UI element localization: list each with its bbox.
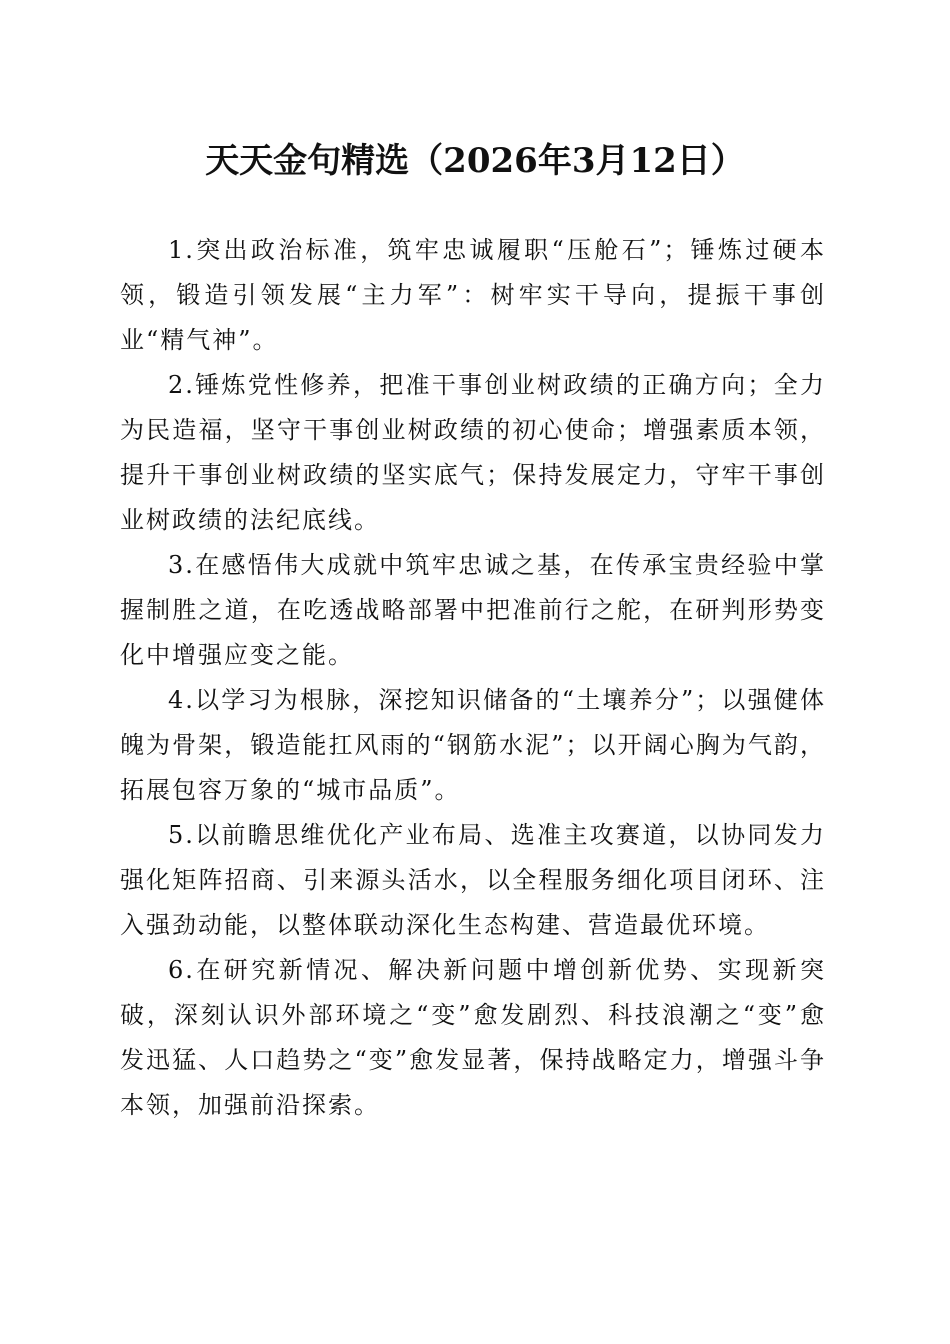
document-body xyxy=(120,228,826,1128)
paragraph-2: 2.锤炼党性修养，把准干事创业树政绩的正确方向；全力为民造福，坚守干事创业树政绩的初心使命；增强素质本领，提升干事创业树政绩的坚实底气；保持发展定力，守牢干事创业树政绩的法纪底线。 xyxy=(120,371,826,534)
document-title: 天天金句精选（2026年3月12日） xyxy=(205,141,745,181)
paragraph-3: 3.在感悟伟大成就中筑牢忠诚之基，在传承宝贵经验中掌握制胜之道，在吃透战略部署中把准前行之舵，在研判形势变化中增强应变之能。 xyxy=(120,551,826,669)
paragraph-4: 4.以学习为根脉，深挖知识储备的“土壤养分”；以强健体魄为骨架，锻造能扛风雨的“钢筋水泥”；以开阔心胸为气韵，拓展包容万象的“城市品质”。 xyxy=(120,686,826,804)
paragraph-5: 5.以前瞻思维优化产业布局、选准主攻赛道，以协同发力强化矩阵招商、引来源头活水，以全程服务细化项目闭环、注入强劲动能，以整体联动深化生态构建、营造最优环境。 xyxy=(120,821,826,939)
paragraph-1: 1.突出政治标准，筑牢忠诚履职“压舱石”；锤炼过硬本领，锻造引领发展“主力军”：树牢实干导向，提振干事创业“精气神”。 xyxy=(120,236,826,354)
paragraph-6: 6.在研究新情况、解决新问题中增创新优势、实现新突破，深刻认识外部环境之“变”愈发剧烈、科技浪潮之“变”愈发迅猛、人口趋势之“变”愈发显著，保持战略定力，增强斗争本领，加强前沿探索。 xyxy=(120,956,826,1119)
